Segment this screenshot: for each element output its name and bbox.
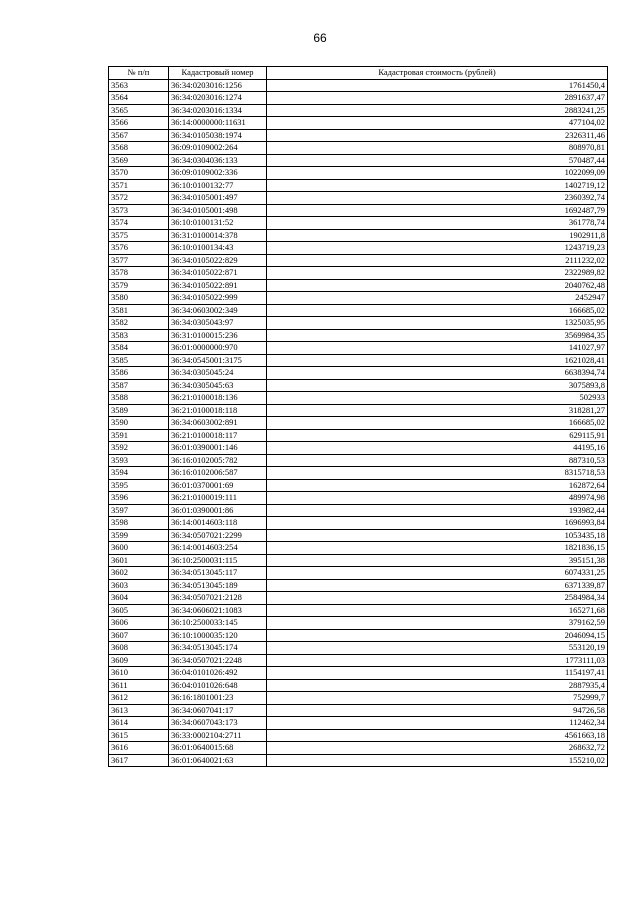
cadastral-number-cell: 36:34:0105022:829 — [169, 254, 267, 267]
cadastral-value-cell: 502933 — [267, 392, 608, 405]
table-row — [109, 729, 608, 742]
row-number-cell: 3563 — [109, 79, 169, 92]
table-row — [109, 329, 608, 342]
row-number-cell: 3589 — [109, 404, 169, 417]
table-row — [109, 579, 608, 592]
table-row — [109, 79, 608, 92]
cadastral-number-cell: 36:01:0000000:970 — [169, 342, 267, 355]
cadastral-number-cell: 36:34:0603002:349 — [169, 304, 267, 317]
table-row — [109, 679, 608, 692]
table-row — [109, 104, 608, 117]
row-number-cell: 3574 — [109, 217, 169, 230]
cadastral-number-cell: 36:34:0105001:497 — [169, 192, 267, 205]
cadastral-value-cell: 1761450,4 — [267, 79, 608, 92]
cadastral-number-cell: 36:34:0203016:1256 — [169, 79, 267, 92]
cadastral-number-cell: 36:21:0100018:118 — [169, 404, 267, 417]
row-number-cell: 3579 — [109, 279, 169, 292]
table-body — [109, 79, 608, 767]
cadastral-value-cell: 1902911,8 — [267, 229, 608, 242]
cadastral-number-cell: 36:09:0109002:336 — [169, 167, 267, 180]
row-number-cell: 3587 — [109, 379, 169, 392]
cadastral-number-cell: 36:10:0100132:77 — [169, 179, 267, 192]
row-number-cell: 3582 — [109, 317, 169, 330]
row-number-cell: 3565 — [109, 104, 169, 117]
cadastral-value-cell: 318281,27 — [267, 404, 608, 417]
table-row — [109, 417, 608, 430]
cadastral-value-cell: 6638394,74 — [267, 367, 608, 380]
cadastral-value-cell: 193982,44 — [267, 504, 608, 517]
cadastral-number-cell: 36:34:0105022:891 — [169, 279, 267, 292]
table-row — [109, 279, 608, 292]
row-number-cell: 3566 — [109, 117, 169, 130]
cadastral-value-cell: 1022099,09 — [267, 167, 608, 180]
table-row — [109, 542, 608, 555]
table-row — [109, 592, 608, 605]
table-row — [109, 304, 608, 317]
row-number-cell: 3617 — [109, 754, 169, 767]
cadastral-number-cell: 36:34:0507021:2128 — [169, 592, 267, 605]
cadastral-number-cell: 36:04:0101026:648 — [169, 679, 267, 692]
row-number-cell: 3572 — [109, 192, 169, 205]
cadastral-number-cell: 36:16:0102006:587 — [169, 467, 267, 480]
table-row — [109, 204, 608, 217]
table-row — [109, 704, 608, 717]
table-row — [109, 442, 608, 455]
row-number-cell: 3599 — [109, 529, 169, 542]
cadastral-value-cell: 1053435,18 — [267, 529, 608, 542]
cadastral-value-cell: 112462,34 — [267, 717, 608, 730]
cadastral-number-cell: 36:34:0513045:174 — [169, 642, 267, 655]
cadastral-number-cell: 36:34:0607041:17 — [169, 704, 267, 717]
row-number-cell: 3588 — [109, 392, 169, 405]
cadastral-number-cell: 36:21:0100018:136 — [169, 392, 267, 405]
table-row — [109, 292, 608, 305]
row-number-cell: 3615 — [109, 729, 169, 742]
row-number-cell: 3570 — [109, 167, 169, 180]
row-number-cell: 3564 — [109, 92, 169, 105]
row-number-cell: 3603 — [109, 579, 169, 592]
cadastral-value-cell: 361778,74 — [267, 217, 608, 230]
table-row — [109, 379, 608, 392]
table-header-row — [109, 67, 608, 80]
table-row — [109, 167, 608, 180]
cadastral-value-cell: 1773111,03 — [267, 654, 608, 667]
row-number-cell: 3607 — [109, 629, 169, 642]
cadastral-value-cell: 141027,97 — [267, 342, 608, 355]
row-number-cell: 3614 — [109, 717, 169, 730]
cadastral-value-cell: 44195,16 — [267, 442, 608, 455]
cadastral-value-cell: 629115,91 — [267, 429, 608, 442]
table-row — [109, 692, 608, 705]
cadastral-value-cell: 166685,02 — [267, 304, 608, 317]
cadastral-number-cell: 36:33:0002104:2711 — [169, 729, 267, 742]
cadastral-value-cell: 165271,68 — [267, 604, 608, 617]
table-row — [109, 129, 608, 142]
cadastral-value-cell: 268632,72 — [267, 742, 608, 755]
row-number-cell: 3597 — [109, 504, 169, 517]
table-row — [109, 179, 608, 192]
table-row — [109, 517, 608, 530]
cadastral-number-cell: 36:10:0100131:52 — [169, 217, 267, 230]
cadastral-value-cell: 2891637,47 — [267, 92, 608, 105]
table-row — [109, 529, 608, 542]
table-row — [109, 654, 608, 667]
table-row — [109, 479, 608, 492]
table-row — [109, 154, 608, 167]
table-row — [109, 192, 608, 205]
row-number-cell: 3578 — [109, 267, 169, 280]
row-number-cell: 3611 — [109, 679, 169, 692]
cadastral-value-table — [108, 66, 608, 767]
cadastral-number-cell: 36:34:0507021:2299 — [169, 529, 267, 542]
cadastral-number-cell: 36:34:0606021:1083 — [169, 604, 267, 617]
table-row — [109, 667, 608, 680]
cadastral-number-cell: 36:21:0100019:111 — [169, 492, 267, 505]
row-number-cell: 3616 — [109, 742, 169, 755]
cadastral-value-cell: 2046094,15 — [267, 629, 608, 642]
cadastral-value-cell: 2887935,4 — [267, 679, 608, 692]
row-number-cell: 3580 — [109, 292, 169, 305]
row-number-cell: 3605 — [109, 604, 169, 617]
row-number-cell: 3569 — [109, 154, 169, 167]
cadastral-value-cell: 2452947 — [267, 292, 608, 305]
table-row — [109, 754, 608, 767]
cadastral-value-cell: 1325035,95 — [267, 317, 608, 330]
row-number-cell: 3595 — [109, 479, 169, 492]
row-number-cell: 3591 — [109, 429, 169, 442]
cadastral-value-cell: 752999,7 — [267, 692, 608, 705]
cadastral-value-cell: 2883241,25 — [267, 104, 608, 117]
cadastral-number-cell: 36:34:0105001:498 — [169, 204, 267, 217]
row-number-cell: 3612 — [109, 692, 169, 705]
row-number-cell: 3609 — [109, 654, 169, 667]
cadastral-number-cell: 36:34:0507021:2248 — [169, 654, 267, 667]
row-number-cell: 3593 — [109, 454, 169, 467]
cadastral-number-cell: 36:34:0105038:1974 — [169, 129, 267, 142]
row-number-cell: 3576 — [109, 242, 169, 255]
cadastral-number-cell: 36:21:0100018:117 — [169, 429, 267, 442]
table-row — [109, 267, 608, 280]
row-number-cell: 3610 — [109, 667, 169, 680]
cadastral-number-cell: 36:31:0100014:378 — [169, 229, 267, 242]
cadastral-number-cell: 36:16:0102005:782 — [169, 454, 267, 467]
cadastral-value-cell: 6074331,25 — [267, 567, 608, 580]
cadastral-value-cell: 395151,38 — [267, 554, 608, 567]
cadastral-number-cell: 36:10:2500033:145 — [169, 617, 267, 630]
cadastral-number-cell: 36:10:0100134:43 — [169, 242, 267, 255]
cadastral-value-cell: 2584984,34 — [267, 592, 608, 605]
table-row — [109, 617, 608, 630]
table-row — [109, 217, 608, 230]
table-row — [109, 567, 608, 580]
table-row — [109, 554, 608, 567]
table-row — [109, 242, 608, 255]
cadastral-value-cell: 162872,64 — [267, 479, 608, 492]
row-number-cell: 3602 — [109, 567, 169, 580]
cadastral-number-cell: 36:01:0370001:69 — [169, 479, 267, 492]
row-number-cell: 3594 — [109, 467, 169, 480]
cadastral-value-cell: 3569984,35 — [267, 329, 608, 342]
row-number-cell: 3584 — [109, 342, 169, 355]
row-number-cell: 3590 — [109, 417, 169, 430]
table-row — [109, 404, 608, 417]
row-number-cell: 3586 — [109, 367, 169, 380]
cadastral-value-cell: 2322989,82 — [267, 267, 608, 280]
cadastral-number-cell: 36:10:2500031:115 — [169, 554, 267, 567]
cadastral-value-cell: 477104,02 — [267, 117, 608, 130]
row-number-cell: 3606 — [109, 617, 169, 630]
table-row — [109, 492, 608, 505]
cadastral-number-cell: 36:14:0014603:118 — [169, 517, 267, 530]
row-number-cell: 3613 — [109, 704, 169, 717]
cadastral-value-cell: 8315718,53 — [267, 467, 608, 480]
cadastral-number-cell: 36:34:0203016:1274 — [169, 92, 267, 105]
header-cadastral-value: Кадастровая стоимость (рублей) — [267, 67, 608, 80]
table-row — [109, 117, 608, 130]
table-row — [109, 254, 608, 267]
cadastral-number-cell: 36:16:1801001:23 — [169, 692, 267, 705]
cadastral-number-cell: 36:34:0513045:117 — [169, 567, 267, 580]
row-number-cell: 3583 — [109, 329, 169, 342]
cadastral-number-cell: 36:34:0305045:63 — [169, 379, 267, 392]
table-row — [109, 742, 608, 755]
row-number-cell: 3577 — [109, 254, 169, 267]
table-row — [109, 454, 608, 467]
row-number-cell: 3581 — [109, 304, 169, 317]
header-row-number: № п/п — [109, 67, 169, 80]
table-row — [109, 504, 608, 517]
row-number-cell: 3604 — [109, 592, 169, 605]
cadastral-value-cell: 1696993,84 — [267, 517, 608, 530]
cadastral-number-cell: 36:34:0305043:97 — [169, 317, 267, 330]
table-row — [109, 367, 608, 380]
table-row — [109, 467, 608, 480]
cadastral-number-cell: 36:34:0304036:133 — [169, 154, 267, 167]
cadastral-value-cell: 1402719,12 — [267, 179, 608, 192]
cadastral-number-cell: 36:34:0513045:189 — [169, 579, 267, 592]
cadastral-value-cell: 887310,53 — [267, 454, 608, 467]
cadastral-value-cell: 1154197,41 — [267, 667, 608, 680]
table-row — [109, 392, 608, 405]
row-number-cell: 3600 — [109, 542, 169, 555]
cadastral-value-cell: 94726,58 — [267, 704, 608, 717]
cadastral-number-cell: 36:34:0603002:891 — [169, 417, 267, 430]
cadastral-number-cell: 36:34:0305045:24 — [169, 367, 267, 380]
row-number-cell: 3575 — [109, 229, 169, 242]
cadastral-value-cell: 1692487,79 — [267, 204, 608, 217]
row-number-cell: 3585 — [109, 354, 169, 367]
cadastral-number-cell: 36:34:0105022:871 — [169, 267, 267, 280]
cadastral-value-cell: 6371339,87 — [267, 579, 608, 592]
table-row — [109, 429, 608, 442]
cadastral-number-cell: 36:31:0100015:236 — [169, 329, 267, 342]
cadastral-number-cell: 36:04:0101026:492 — [169, 667, 267, 680]
cadastral-number-cell: 36:34:0105022:999 — [169, 292, 267, 305]
cadastral-value-cell: 2111232,02 — [267, 254, 608, 267]
table-row — [109, 642, 608, 655]
cadastral-value-cell: 4561663,18 — [267, 729, 608, 742]
cadastral-value-cell: 155210,02 — [267, 754, 608, 767]
header-cadastral-number: Кадастровый номер — [169, 67, 267, 80]
table-row — [109, 92, 608, 105]
cadastral-value-cell: 2360392,74 — [267, 192, 608, 205]
table-row — [109, 629, 608, 642]
row-number-cell: 3608 — [109, 642, 169, 655]
cadastral-value-cell: 2326311,46 — [267, 129, 608, 142]
cadastral-number-cell: 36:10:1000035:120 — [169, 629, 267, 642]
cadastral-number-cell: 36:34:0203016:1334 — [169, 104, 267, 117]
cadastral-value-cell: 1243719,23 — [267, 242, 608, 255]
cadastral-number-cell: 36:14:0000000:11631 — [169, 117, 267, 130]
table-row — [109, 229, 608, 242]
table-row — [109, 142, 608, 155]
cadastral-value-cell: 553120,19 — [267, 642, 608, 655]
table-row — [109, 354, 608, 367]
cadastral-value-cell: 1621028,41 — [267, 354, 608, 367]
cadastral-value-cell: 2040762,48 — [267, 279, 608, 292]
cadastral-number-cell: 36:01:0640015:68 — [169, 742, 267, 755]
cadastral-value-cell: 166685,02 — [267, 417, 608, 430]
cadastral-number-cell: 36:09:0109002:264 — [169, 142, 267, 155]
cadastral-number-cell: 36:01:0390001:86 — [169, 504, 267, 517]
row-number-cell: 3598 — [109, 517, 169, 530]
cadastral-value-cell: 489974,98 — [267, 492, 608, 505]
table-row — [109, 717, 608, 730]
table-row — [109, 604, 608, 617]
cadastral-number-cell: 36:14:0014603:254 — [169, 542, 267, 555]
row-number-cell: 3571 — [109, 179, 169, 192]
row-number-cell: 3601 — [109, 554, 169, 567]
row-number-cell: 3567 — [109, 129, 169, 142]
cadastral-value-cell: 1821836,15 — [267, 542, 608, 555]
cadastral-number-cell: 36:01:0390001:146 — [169, 442, 267, 455]
cadastral-number-cell: 36:34:0607043:173 — [169, 717, 267, 730]
cadastral-value-cell: 570487,44 — [267, 154, 608, 167]
table-row — [109, 317, 608, 330]
row-number-cell: 3573 — [109, 204, 169, 217]
cadastral-value-cell: 3075893,8 — [267, 379, 608, 392]
cadastral-value-cell: 808970,81 — [267, 142, 608, 155]
row-number-cell: 3592 — [109, 442, 169, 455]
cadastral-value-cell: 379162,59 — [267, 617, 608, 630]
table-row — [109, 342, 608, 355]
row-number-cell: 3596 — [109, 492, 169, 505]
cadastral-number-cell: 36:34:0545001:3175 — [169, 354, 267, 367]
page-number: 66 — [313, 31, 327, 45]
row-number-cell: 3568 — [109, 142, 169, 155]
cadastral-number-cell: 36:01:0640021:63 — [169, 754, 267, 767]
